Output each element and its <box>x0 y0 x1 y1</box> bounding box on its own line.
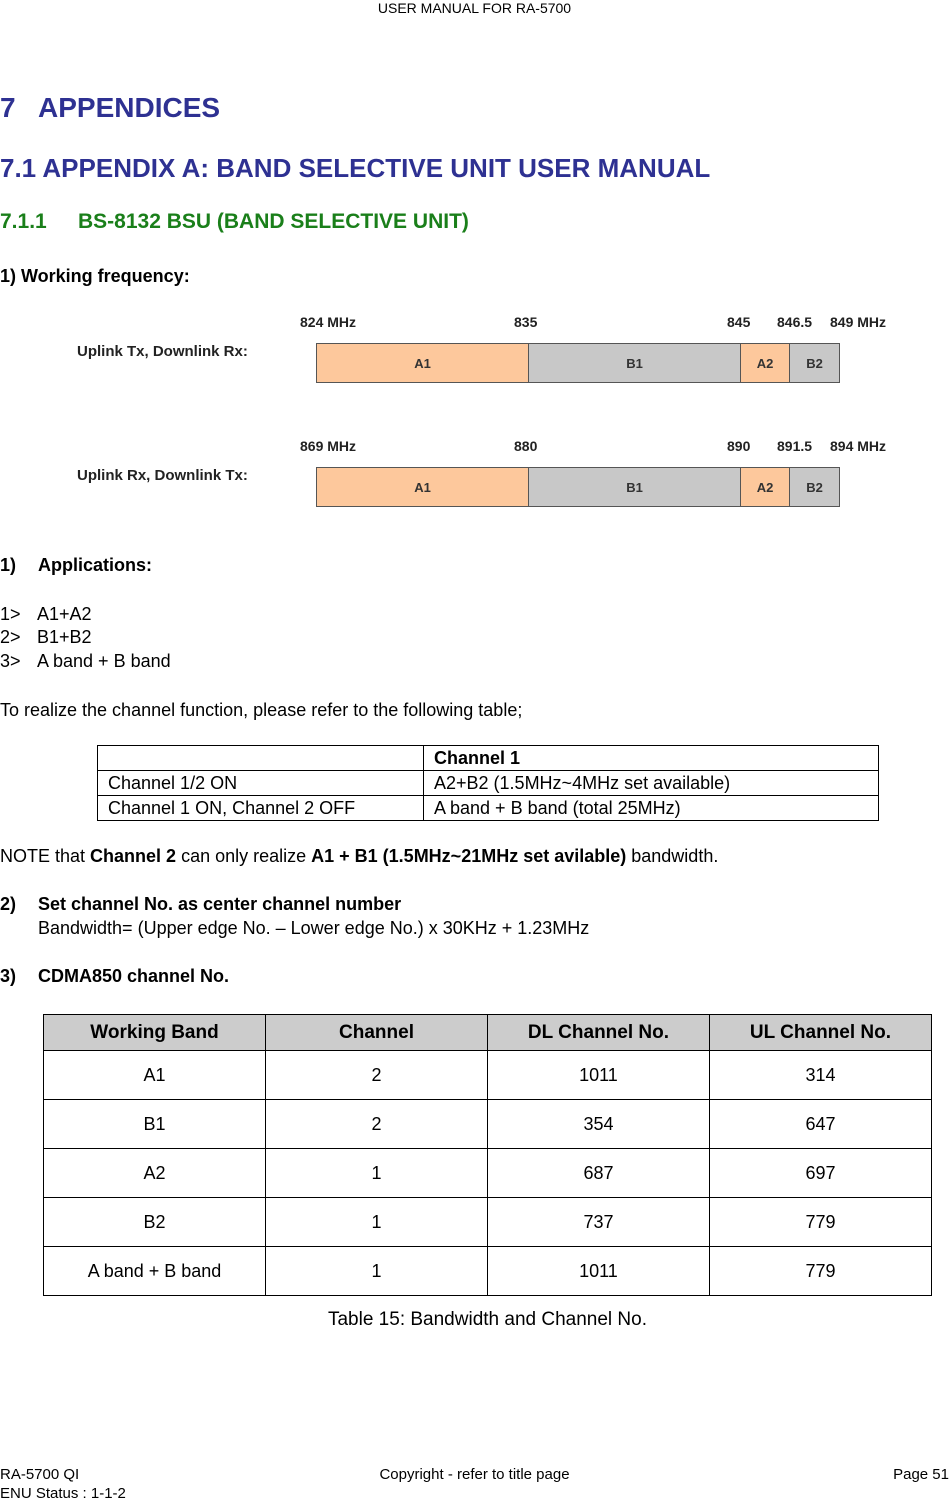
table-cell: 1 <box>266 1149 488 1198</box>
band-a1: A1 <box>316 467 529 507</box>
band-b2: B2 <box>789 467 840 507</box>
freq-label: 849 MHz <box>830 314 887 330</box>
table-cell: 779 <box>709 1198 931 1247</box>
freq-label: 846.5 <box>777 314 813 330</box>
table-cell: 1011 <box>487 1247 709 1296</box>
table-cell: 779 <box>709 1247 931 1296</box>
table-cell: 697 <box>709 1149 931 1198</box>
section-number: 3) <box>0 966 17 986</box>
section-title: CDMA850 channel No. <box>38 966 230 986</box>
note-prefix: NOTE that <box>0 846 91 866</box>
note-bold: A1 + B1 (1.5MHz~21MHz set avilable) <box>311 846 627 866</box>
list-number: 3> <box>0 651 21 671</box>
table-row <box>44 1198 932 1247</box>
heading-number: 7 <box>0 92 16 123</box>
list-number: 2> <box>0 627 21 647</box>
section-cdma850 <box>0 966 229 987</box>
list-text: A band + B band <box>37 651 171 671</box>
freq-label: 824 MHz <box>300 314 357 330</box>
table-cell <box>98 746 424 771</box>
freq-label: 890 <box>727 438 751 454</box>
band-b2: B2 <box>789 343 840 383</box>
table-header-cell: Channel 1 <box>424 746 879 771</box>
freq-label: 891.5 <box>777 438 813 454</box>
table-cell: 1 <box>266 1247 488 1296</box>
freq-label: 894 MHz <box>830 438 887 454</box>
diagram-row-label: Uplink Tx, Downlink Rx: <box>77 343 248 360</box>
table-cell: A2 <box>44 1149 266 1198</box>
table-cell: 1 <box>266 1198 488 1247</box>
band-b1: B1 <box>528 467 741 507</box>
table-cell: A2+B2 (1.5MHz~4MHz set available) <box>424 771 879 796</box>
list-item <box>0 651 171 672</box>
freq-label: 845 <box>727 314 751 330</box>
table-row <box>44 1247 932 1296</box>
freq-label: 880 <box>514 438 538 454</box>
table-header-row <box>44 1015 932 1051</box>
working-frequency-label: 1) Working frequency: <box>0 266 190 286</box>
freq-label: 869 MHz <box>300 438 357 454</box>
table-header-row <box>98 746 879 771</box>
table-cell: B2 <box>44 1198 266 1247</box>
table-row <box>44 1051 932 1100</box>
footer-doc-id: RA-5700 QI <box>0 1466 80 1483</box>
table-cell: Channel 1/2 ON <box>98 771 424 796</box>
table-cell: A band + B band (total 25MHz) <box>424 796 879 821</box>
heading-bs8132 <box>0 210 469 234</box>
list-text: B1+B2 <box>37 627 92 647</box>
heading-text: APPENDICES <box>38 92 221 123</box>
table-caption: Table 15: Bandwidth and Channel No. <box>327 1309 647 1330</box>
note-text <box>0 846 718 867</box>
section-title: Set channel No. as center channel number <box>38 894 402 914</box>
list-item <box>0 627 92 648</box>
table-cell: 2 <box>266 1051 488 1100</box>
table-row <box>98 771 879 796</box>
cdma-channel-table <box>43 1014 932 1296</box>
note-middle: can only realize <box>176 846 312 866</box>
list-number: 1> <box>0 604 21 624</box>
note-suffix: bandwidth. <box>626 846 719 866</box>
band-b1: B1 <box>528 343 741 383</box>
applications-heading <box>0 555 152 576</box>
band-a2: A2 <box>740 467 790 507</box>
band-a1: A1 <box>316 343 529 383</box>
table-row <box>44 1100 932 1149</box>
table-cell: 687 <box>487 1149 709 1198</box>
table-cell: 647 <box>709 1100 931 1149</box>
freq-label: 835 <box>514 314 538 330</box>
heading-number: 7.1.1 <box>0 210 47 233</box>
table-cell: B1 <box>44 1100 266 1149</box>
section-number: 1) <box>0 555 17 575</box>
table-cell: 2 <box>266 1100 488 1149</box>
table-cell: 737 <box>487 1198 709 1247</box>
footer-copyright: Copyright - refer to title page <box>379 1466 570 1483</box>
footer-page-number: Page 51 <box>893 1466 949 1483</box>
section-center-channel <box>0 894 401 915</box>
table-cell: A1 <box>44 1051 266 1100</box>
intro-text: To realize the channel function, please refer to the following table; <box>0 700 523 720</box>
band-a2: A2 <box>740 343 790 383</box>
heading-appendix-a: 7.1 APPENDIX A: BAND SELECTIVE UNIT USER MANUAL <box>0 153 711 183</box>
note-bold: Channel 2 <box>90 846 177 866</box>
column-header: DL Channel No. <box>487 1015 709 1051</box>
column-header: Channel <box>266 1015 488 1051</box>
column-header: Working Band <box>44 1015 266 1051</box>
list-text: A1+A2 <box>37 604 92 624</box>
table-row <box>44 1149 932 1198</box>
column-header: UL Channel No. <box>709 1015 931 1051</box>
table-cell: Channel 1 ON, Channel 2 OFF <box>98 796 424 821</box>
diagram-row-label: Uplink Rx, Downlink Tx: <box>77 467 248 484</box>
table-cell: 1011 <box>487 1051 709 1100</box>
footer-status: ENU Status : 1-1-2 <box>0 1485 126 1502</box>
bandwidth-formula: Bandwidth= (Upper edge No. – Lower edge No.) x 30KHz + 1.23MHz <box>38 918 590 938</box>
channel-table <box>97 745 879 821</box>
table-row <box>98 796 879 821</box>
list-item <box>0 604 92 625</box>
section-title: Applications: <box>38 555 153 575</box>
heading-text: BS-8132 BSU (BAND SELECTIVE UNIT) <box>78 210 469 233</box>
table-cell: 354 <box>487 1100 709 1149</box>
heading-appendices <box>0 92 220 124</box>
page-header: USER MANUAL FOR RA-5700 <box>377 0 572 16</box>
table-cell: A band + B band <box>44 1247 266 1296</box>
table-cell: 314 <box>709 1051 931 1100</box>
section-number: 2) <box>0 894 17 914</box>
